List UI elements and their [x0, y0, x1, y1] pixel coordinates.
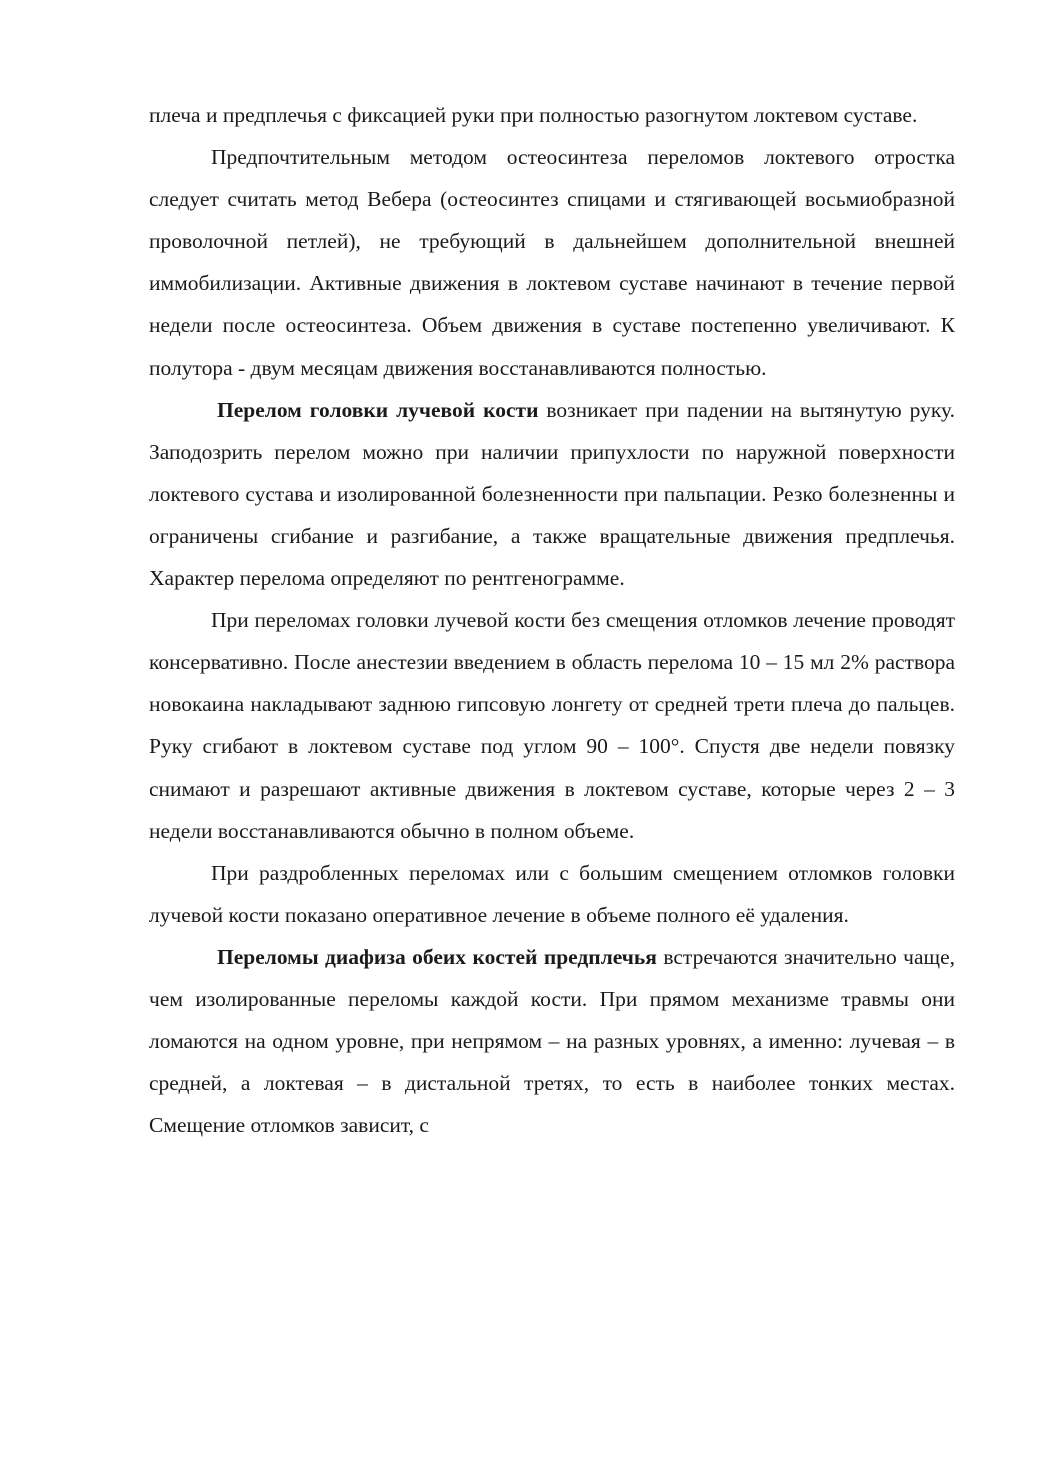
paragraph-text: встречаются значительно чаще, чем изолированные переломы каждой кости. При прямом механизме травмы они ломаются на одном уровне, при непрямом – на разных уровнях, а именно: лучевая – в средней, а локтевая – в дистальной третях, то есть в наиболее тонких местах. Смещение отломков зависит, с [149, 944, 956, 1138]
paragraph-radial-head-fracture [149, 389, 955, 599]
paragraph-text: плеча и предплечья с фиксацией руки при полностью разогнутом локтевом суставе. [149, 103, 918, 127]
document-page [149, 94, 955, 1146]
paragraph-conservative-treatment [149, 599, 955, 852]
paragraph-weber-method [149, 136, 955, 389]
paragraph-text: возникает при падении на вытянутую руку. Заподозрить перелом можно при наличии припухлости по наружной поверхности локтевого сустава и изолированной болезненности при пальпации. Резко болезненны и ограничены сгибание и разгибание, а также вращательные движения предплечья. Характер перелома определяют по рентгенограмме. [149, 397, 955, 591]
section-heading: Переломы диафиза обеих костей предплечья [217, 944, 657, 969]
paragraph-forearm-shaft-fracture [149, 936, 955, 1146]
paragraph-text: При переломах головки лучевой кости без смещения отломков лечение проводят консервативно. После анестезии введением в область перелома 10 – 15 мл 2% раствора новокаина накладывают заднюю гипсовую лонгету от средней трети плеча до пальцев. Руку сгибают в локтевом суставе под углом 90 – 100°. Спустя две недели повязку снимают и разрешают активные движения в локтевом суставе, которые через 2 – 3 недели восстанавливаются обычно в полном объеме. [149, 608, 955, 843]
paragraph-operative-treatment [149, 852, 955, 936]
section-heading: Перелом головки лучевой кости [217, 397, 539, 422]
paragraph-text: Предпочтительным методом остеосинтеза переломов локтевого отростка следует считать метод Вебера (остеосинтез спицами и стягивающей восьмиобразной проволочной петлей), не требующий в дальнейшем дополнительной внешней иммобилизации. Активные движения в локтевом суставе начинают в течение первой недели после остеосинтеза. Объем движения в суставе постепенно увеличивают. К полутора - двум месяцам движения восстанавливаются полностью. [149, 145, 955, 380]
paragraph-text: При раздробленных переломах или с большим смещением отломков головки лучевой кости показано оперативное лечение в объеме полного её удаления. [149, 860, 955, 927]
paragraph-continuation [149, 94, 955, 136]
